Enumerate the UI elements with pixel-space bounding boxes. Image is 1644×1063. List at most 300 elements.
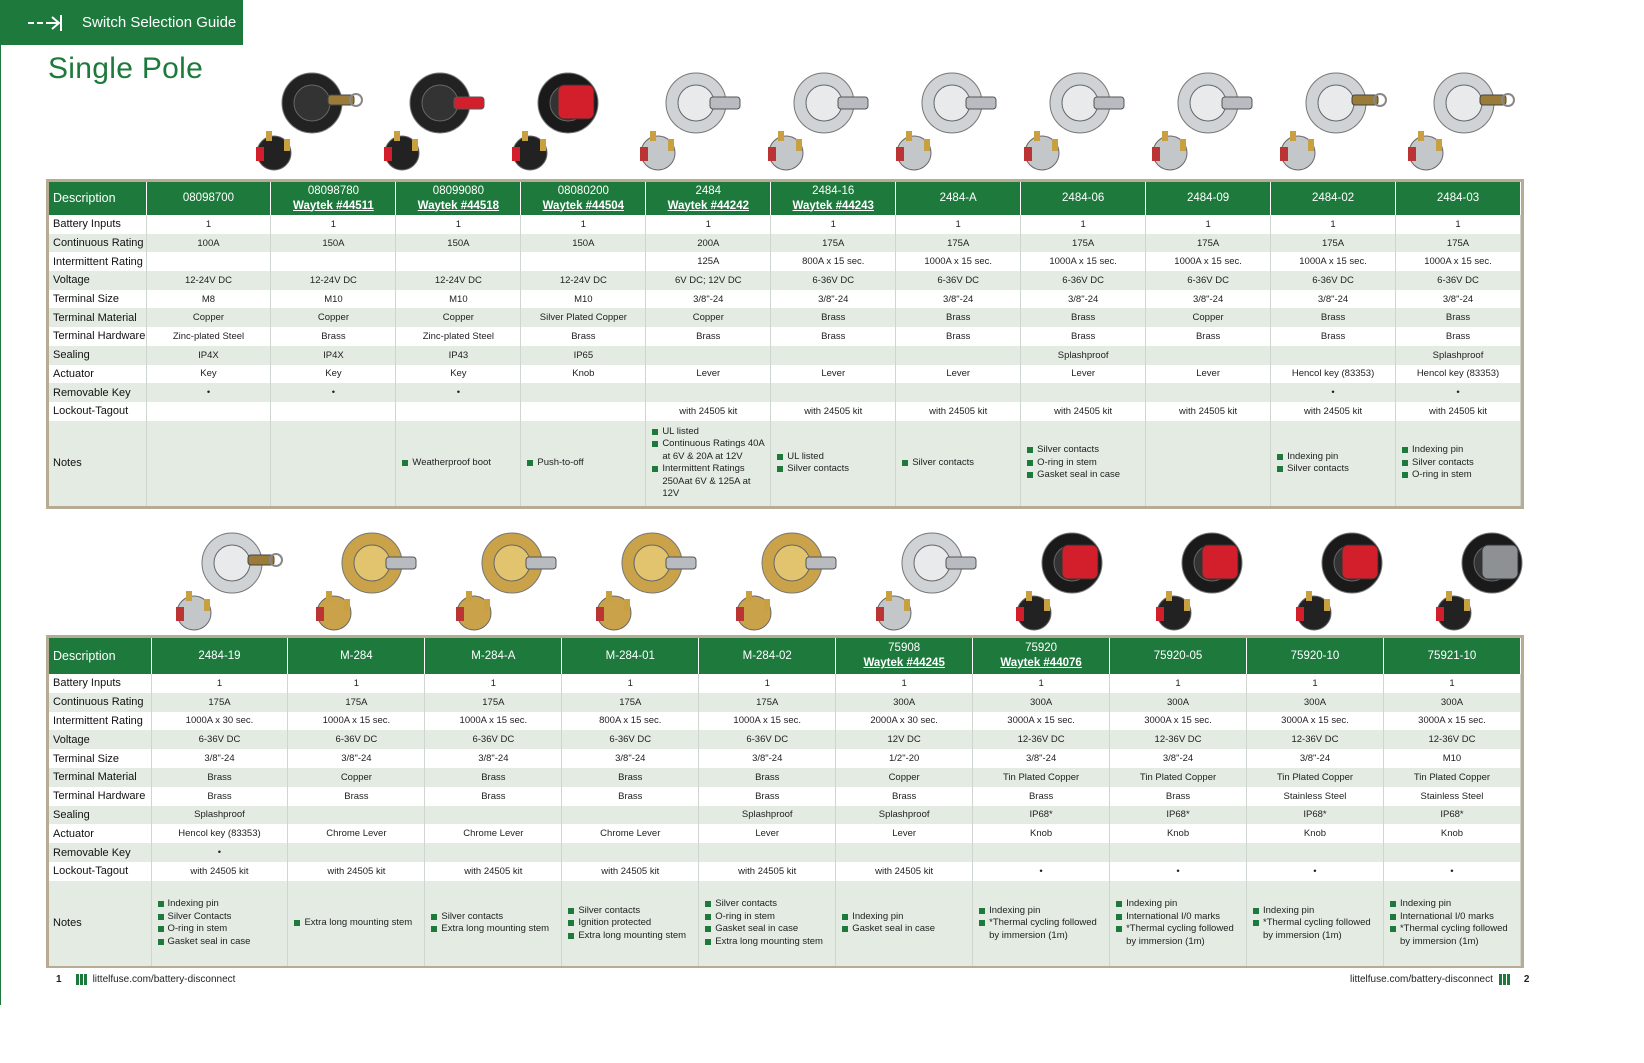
spec-value: 3/8"-24: [1146, 290, 1271, 309]
note-item: UL listed: [650, 426, 768, 439]
spec-value: Lever: [1021, 365, 1146, 384]
brass-lever-switch-photo: [580, 515, 720, 635]
spec-value: Brass: [562, 768, 699, 787]
spec-row: [49, 824, 1521, 843]
spec-value: Brass: [1396, 308, 1521, 327]
spec-value: 3/8"-24: [425, 749, 562, 768]
spec-table-2: [46, 635, 1524, 968]
part-number-header: [896, 182, 1021, 215]
note-item: Indexing pin: [1388, 898, 1518, 911]
notes-cell: [646, 421, 771, 506]
page-number-right: 2: [1523, 974, 1530, 985]
spec-value: [896, 346, 1021, 365]
spec-value: 12-24V DC: [146, 271, 271, 290]
spec-value: Chrome Lever: [288, 824, 425, 843]
notes-cell: [562, 881, 699, 966]
spec-row: [49, 787, 1521, 806]
spec-value: Brass: [1146, 327, 1271, 346]
spec-value: with 24505 kit: [836, 862, 973, 881]
notes-cell: [973, 881, 1110, 966]
spec-value: [396, 252, 521, 271]
part-number: 2484-06: [1062, 192, 1105, 204]
spec-row: [49, 252, 1521, 271]
row-label: Actuator: [49, 365, 146, 384]
part-number-header: [151, 638, 288, 674]
silver-lever-switch-photo: [880, 55, 1008, 175]
row-label: Voltage: [49, 271, 146, 290]
note-item: O-ring in stem: [1025, 457, 1143, 470]
notes-cell: [1396, 421, 1521, 506]
part-number-header: [646, 182, 771, 215]
spec-value: 12-36V DC: [1110, 730, 1247, 749]
note-item: International I/0 marks: [1114, 911, 1244, 924]
spec-value: [146, 402, 271, 421]
spec-value: Splashproof: [836, 806, 973, 825]
spec-value: Brass: [771, 308, 896, 327]
waytek-link[interactable]: Waytek #44076: [1000, 657, 1082, 669]
waytek-link[interactable]: Waytek #44511: [293, 199, 374, 212]
silver-lever-switch-photo: [1008, 55, 1136, 175]
spec-value: [271, 402, 396, 421]
spec-value: 1: [646, 215, 771, 234]
spec-value: 1: [425, 674, 562, 693]
spec-value: 3/8"-24: [1271, 290, 1396, 309]
spec-value: 3/8"-24: [1396, 290, 1521, 309]
part-number: 2484-16: [812, 184, 855, 197]
spec-value: [288, 806, 425, 825]
spec-value: 1: [271, 215, 396, 234]
footer-url-right[interactable]: littelfuse.com/battery-disconnect: [1350, 974, 1493, 985]
spec-value: M10: [271, 290, 396, 309]
row-label: Terminal Size: [49, 749, 151, 768]
note-item: International I/0 marks: [1388, 911, 1518, 924]
spec-value: 6-36V DC: [1021, 271, 1146, 290]
part-number: M-284: [340, 649, 373, 662]
spec-value: [521, 402, 646, 421]
part-number-header: [836, 638, 973, 674]
part-number: 2484: [695, 184, 722, 197]
spec-value: 3/8"-24: [646, 290, 771, 309]
note-item: O-ring in stem: [703, 911, 833, 924]
spec-value: [771, 383, 896, 402]
description-header: Description: [49, 638, 151, 674]
spec-value: IP65: [521, 346, 646, 365]
spec-value: Brass: [288, 787, 425, 806]
note-item: Silver Contacts: [156, 911, 286, 924]
part-number-header: [562, 638, 699, 674]
spec-value: Lever: [771, 365, 896, 384]
spec-value: with 24505 kit: [151, 862, 288, 881]
spec-value: [521, 252, 646, 271]
spec-value: 1000A x 15 sec.: [288, 712, 425, 731]
spec-value: •: [146, 383, 271, 402]
red-knob-switch-photo: [1140, 515, 1280, 635]
notes-cell: [836, 881, 973, 966]
spec-value: 300A: [836, 693, 973, 712]
spec-value: 6-36V DC: [699, 730, 836, 749]
note-item: *Thermal cycling followed by immersion (1m): [1251, 917, 1381, 942]
spec-value: 175A: [1146, 234, 1271, 253]
spec-value: 3000A x 15 sec.: [1110, 712, 1247, 731]
spec-value: •: [271, 383, 396, 402]
waytek-link[interactable]: Waytek #44518: [417, 199, 500, 212]
spec-value: 175A: [562, 693, 699, 712]
spec-row: [49, 768, 1521, 787]
spec-value: 125A: [646, 252, 771, 271]
spec-value: Copper: [1146, 308, 1271, 327]
part-number-header: [1271, 182, 1396, 215]
spec-value: Brass: [1271, 327, 1396, 346]
part-number: M-284-02: [742, 649, 792, 662]
spec-value: 1: [836, 674, 973, 693]
row-label: Removable Key: [49, 843, 151, 862]
notes-cell: [425, 881, 562, 966]
spec-value: with 24505 kit: [1021, 402, 1146, 421]
note-item: UL listed: [775, 451, 893, 464]
row-label: Lockout-Tagout: [49, 402, 146, 421]
spec-value: Brass: [646, 327, 771, 346]
row-label: Continuous Rating: [49, 234, 146, 253]
spec-value: [146, 252, 271, 271]
spec-value: 6-36V DC: [288, 730, 425, 749]
spec-value: 1: [146, 215, 271, 234]
note-item: Indexing pin: [840, 911, 970, 924]
spec-value: 3000A x 15 sec.: [1247, 712, 1384, 731]
spec-row: [49, 383, 1521, 402]
footer-right: [1350, 974, 1537, 985]
footer-url-left[interactable]: littelfuse.com/battery-disconnect: [92, 974, 236, 985]
spec-value: 1: [1110, 674, 1247, 693]
spec-row: [49, 843, 1521, 862]
spec-value: Zinc-plated Steel: [146, 327, 271, 346]
row-label: Terminal Material: [49, 308, 146, 327]
note-item: Indexing pin: [1275, 451, 1393, 464]
note-item: Indexing pin: [1400, 444, 1518, 457]
spec-value: Knob: [1247, 824, 1384, 843]
spec-value: with 24505 kit: [771, 402, 896, 421]
note-item: Silver contacts: [775, 463, 893, 476]
spec-value: 12-36V DC: [973, 730, 1110, 749]
spec-value: [425, 806, 562, 825]
note-item: Silver contacts: [1025, 444, 1143, 457]
spec-value: [396, 402, 521, 421]
spec-value: Copper: [146, 308, 271, 327]
spec-value: 1: [699, 674, 836, 693]
spec-value: 1: [521, 215, 646, 234]
spec-value: Lever: [896, 365, 1021, 384]
notes-cell: [521, 421, 646, 506]
spec-value: Tin Plated Copper: [973, 768, 1110, 787]
spec-value: 175A: [1021, 234, 1146, 253]
spec-value: with 24505 kit: [562, 862, 699, 881]
part-number: 08099080: [432, 184, 484, 197]
spec-value: Brass: [896, 327, 1021, 346]
spec-value: IP68*: [1110, 806, 1247, 825]
spec-value: •: [1110, 862, 1247, 881]
spec-value: [1146, 383, 1271, 402]
row-label: Terminal Hardware: [49, 327, 146, 346]
part-number-header: [1247, 638, 1384, 674]
note-item: O-ring in stem: [156, 923, 286, 936]
part-number-header: [973, 638, 1110, 674]
spec-value: 100A: [146, 234, 271, 253]
spec-row: [49, 308, 1521, 327]
silver-key-switch-photo: [160, 515, 300, 635]
part-number: M-284-A: [471, 649, 516, 662]
spec-value: [562, 806, 699, 825]
note-item: Silver contacts: [1275, 463, 1393, 476]
spec-value: 1000A x 15 sec.: [1021, 252, 1146, 271]
spec-value: 300A: [1383, 693, 1520, 712]
note-item: Extra long mounting stem: [566, 930, 696, 943]
spec-value: [646, 383, 771, 402]
part-number-header: [771, 182, 896, 215]
spec-value: 1: [396, 215, 521, 234]
arrow-icon: [28, 13, 68, 33]
row-label: Intermittent Rating: [49, 252, 146, 271]
spec-value: 6-36V DC: [771, 271, 896, 290]
part-number: 75920-10: [1290, 649, 1340, 662]
part-number: 2484-03: [1436, 192, 1480, 204]
spec-row: [49, 215, 1521, 234]
part-number-header: [396, 182, 521, 215]
row-label: Removable Key: [49, 383, 146, 402]
guide-title: Switch Selection Guide: [82, 14, 237, 31]
spec-value: 3/8"-24: [1110, 749, 1247, 768]
part-number: 75908: [888, 642, 921, 654]
notes-cell: [396, 421, 521, 506]
spec-value: Knob: [1110, 824, 1247, 843]
spec-value: [896, 383, 1021, 402]
spec-value: with 24505 kit: [288, 862, 425, 881]
part-number-header: [425, 638, 562, 674]
spec-value: 1000A x 15 sec.: [425, 712, 562, 731]
spec-value: with 24505 kit: [1271, 402, 1396, 421]
spec-value: Brass: [771, 327, 896, 346]
spec-value: IP4X: [271, 346, 396, 365]
spec-row: [49, 327, 1521, 346]
spec-value: Chrome Lever: [425, 824, 562, 843]
spec-row: [49, 290, 1521, 309]
spec-value: with 24505 kit: [699, 862, 836, 881]
spec-value: 12-24V DC: [396, 271, 521, 290]
spec-value: Copper: [836, 768, 973, 787]
row-label: Lockout-Tagout: [49, 862, 151, 881]
spec-value: 1/2"-20: [836, 749, 973, 768]
spec-row: [49, 749, 1521, 768]
row-label: Terminal Material: [49, 768, 151, 787]
part-number-header: [146, 182, 271, 215]
row-label: Voltage: [49, 730, 151, 749]
spec-value: 1000A x 15 sec.: [1146, 252, 1271, 271]
spec-row: [49, 730, 1521, 749]
spec-value: 800A x 15 sec.: [562, 712, 699, 731]
part-number: 08098700: [182, 192, 235, 204]
spec-value: 800A x 15 sec.: [771, 252, 896, 271]
notes-cell: [1021, 421, 1146, 506]
part-number-header: [1021, 182, 1146, 215]
part-number: 2484-19: [198, 649, 241, 662]
spec-value: [1021, 383, 1146, 402]
spec-value: 12-24V DC: [271, 271, 396, 290]
spec-value: Tin Plated Copper: [1110, 768, 1247, 787]
spec-value: 175A: [1396, 234, 1521, 253]
spec-value: 1: [771, 215, 896, 234]
spec-value: 3000A x 15 sec.: [1383, 712, 1520, 731]
spec-value: 175A: [896, 234, 1021, 253]
spec-value: •: [396, 383, 521, 402]
spec-value: Splashproof: [1396, 346, 1521, 365]
spec-value: M10: [521, 290, 646, 309]
spec-value: 175A: [288, 693, 425, 712]
note-item: Silver contacts: [703, 898, 833, 911]
waytek-link[interactable]: Waytek #44245: [863, 657, 945, 669]
spec-table-1-grid: [49, 182, 1521, 506]
spec-value: with 24505 kit: [896, 402, 1021, 421]
part-number: 08098780: [307, 184, 360, 197]
spec-value: 1000A x 15 sec.: [699, 712, 836, 731]
note-item: Indexing pin: [1114, 898, 1244, 911]
spec-value: 1000A x 15 sec.: [1271, 252, 1396, 271]
spec-table-1: [46, 179, 1524, 509]
row-label: Intermittent Rating: [49, 712, 151, 731]
spec-value: Tin Plated Copper: [1247, 768, 1384, 787]
waytek-link[interactable]: Waytek #44242: [667, 199, 749, 212]
spec-value: 175A: [151, 693, 288, 712]
spec-value: Brass: [151, 787, 288, 806]
spec-value: Lever: [699, 824, 836, 843]
spec-value: Lever: [1146, 365, 1271, 384]
spec-value: 3/8"-24: [151, 749, 288, 768]
spec-value: 1000A x 15 sec.: [896, 252, 1021, 271]
spec-row: [49, 806, 1521, 825]
spec-value: IP68*: [1247, 806, 1384, 825]
spec-value: 3/8"-24: [1021, 290, 1146, 309]
spec-value: Brass: [699, 768, 836, 787]
spec-value: 6-36V DC: [896, 271, 1021, 290]
description-header: Description: [49, 182, 146, 215]
spec-value: •: [151, 843, 288, 862]
spec-value: IP43: [396, 346, 521, 365]
spec-value: IP68*: [1383, 806, 1520, 825]
notes-row: [49, 421, 1521, 506]
spec-value: [271, 252, 396, 271]
notes-cell: [1383, 881, 1520, 966]
spec-value: Brass: [151, 768, 288, 787]
spec-value: with 24505 kit: [425, 862, 562, 881]
notes-cell: [896, 421, 1021, 506]
spec-row: [49, 674, 1521, 693]
spec-value: 1: [1271, 215, 1396, 234]
part-number: 2484-A: [939, 192, 977, 204]
note-item: *Thermal cycling followed by immersion (1m): [977, 917, 1107, 942]
spec-value: M10: [396, 290, 521, 309]
spec-value: 175A: [771, 234, 896, 253]
spec-value: 3/8"-24: [896, 290, 1021, 309]
spec-row: [49, 402, 1521, 421]
spec-value: •: [973, 862, 1110, 881]
spec-value: 200A: [646, 234, 771, 253]
page-number-left: 1: [56, 974, 62, 985]
part-number-header: [1383, 638, 1520, 674]
spec-row: [49, 712, 1521, 731]
notes-cell: [146, 421, 271, 506]
spec-value: 300A: [1247, 693, 1384, 712]
spec-value: Zinc-plated Steel: [396, 327, 521, 346]
spec-value: Key: [271, 365, 396, 384]
waytek-link[interactable]: Waytek #44243: [792, 199, 874, 212]
spec-value: [836, 843, 973, 862]
page-border: [0, 45, 1, 1005]
note-item: *Thermal cycling followed by immersion (1m): [1388, 923, 1518, 948]
spec-value: Lever: [836, 824, 973, 843]
spec-value: 6-36V DC: [1396, 271, 1521, 290]
silver-key-switch-photo: [1264, 55, 1392, 175]
spec-row: [49, 862, 1521, 881]
spec-value: 6-36V DC: [1271, 271, 1396, 290]
spec-value: 1: [1247, 674, 1384, 693]
brand-bars-icon: [1499, 974, 1510, 985]
note-item: Continuous Ratings 40A at 6V & 20A at 12V: [650, 438, 768, 463]
spec-value: 6V DC; 12V DC: [646, 271, 771, 290]
part-number: 08080200: [557, 184, 609, 197]
spec-value: Brass: [836, 787, 973, 806]
spec-value: Chrome Lever: [562, 824, 699, 843]
spec-value: Knob: [973, 824, 1110, 843]
spec-value: 175A: [699, 693, 836, 712]
spec-value: 6-36V DC: [562, 730, 699, 749]
spec-value: Lever: [646, 365, 771, 384]
spec-value: [699, 843, 836, 862]
row-label: Actuator: [49, 824, 151, 843]
part-number: 75920: [1025, 642, 1058, 654]
spec-value: Brass: [271, 327, 396, 346]
note-item: Silver contacts: [900, 457, 1018, 470]
brass-lever-switch-photo: [300, 515, 440, 635]
spec-value: IP4X: [146, 346, 271, 365]
spec-value: 3/8"-24: [973, 749, 1110, 768]
spec-value: Hencol key (83353): [1271, 365, 1396, 384]
spec-value: Brass: [562, 787, 699, 806]
spec-value: Copper: [396, 308, 521, 327]
spec-value: 1: [896, 215, 1021, 234]
brass-lever-switch-photo: [440, 515, 580, 635]
silver-lever-switch-photo: [624, 55, 752, 175]
notes-row: [49, 881, 1521, 966]
notes-cell: [1146, 421, 1271, 506]
silver-lever-switch-photo: [860, 515, 1000, 635]
spec-value: Copper: [271, 308, 396, 327]
note-item: Silver contacts: [1400, 457, 1518, 470]
waytek-link[interactable]: Waytek #44504: [542, 199, 625, 212]
note-item: Weatherproof boot: [400, 457, 518, 470]
brass-lever-switch-photo: [720, 515, 860, 635]
row-label: Battery Inputs: [49, 674, 151, 693]
spec-value: 12V DC: [836, 730, 973, 749]
spec-value: Silver Plated Copper: [521, 308, 646, 327]
guide-header: [0, 0, 243, 45]
spec-row: [49, 346, 1521, 365]
spec-value: 12-24V DC: [521, 271, 646, 290]
note-item: Gasket seal in case: [156, 936, 286, 949]
part-number: 75921-10: [1427, 649, 1477, 662]
section-title: Single Pole: [48, 52, 204, 85]
spec-value: 1: [288, 674, 425, 693]
part-number: 2484-09: [1186, 192, 1230, 204]
spec-value: M8: [146, 290, 271, 309]
notes-cell: [1110, 881, 1247, 966]
spec-row: [49, 693, 1521, 712]
